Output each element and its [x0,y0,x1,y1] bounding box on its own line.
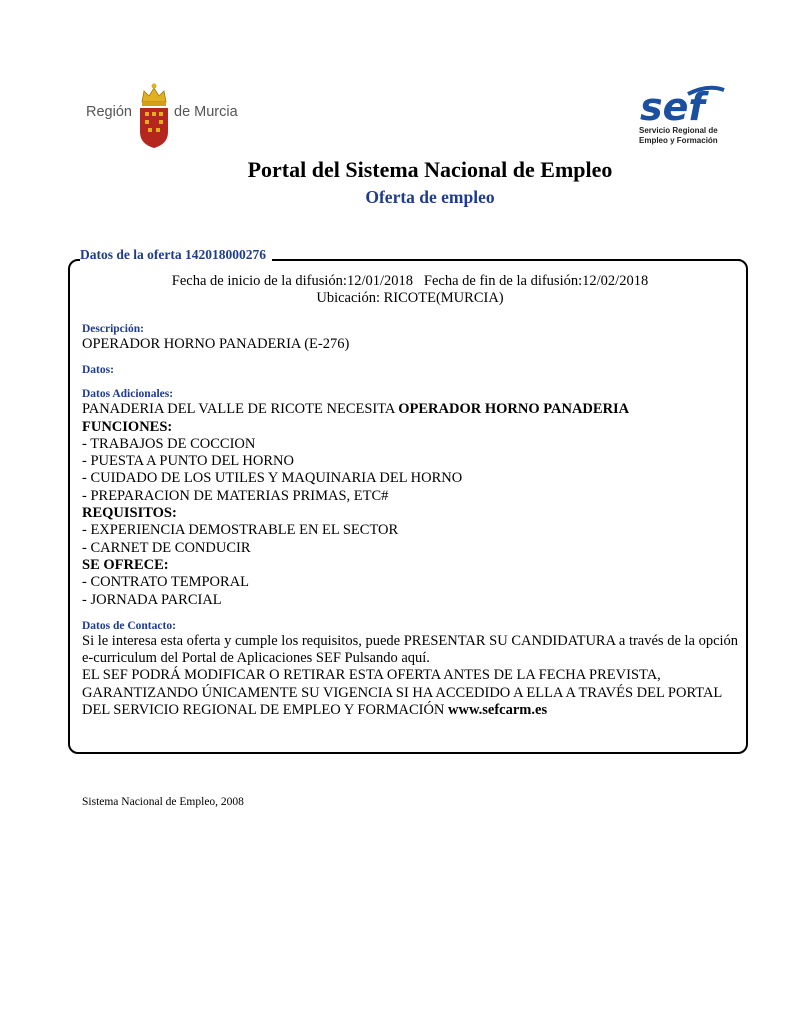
offer-location: Ubicación: RICOTE(MURCIA) [316,290,504,306]
sefcarm-link[interactable]: www.sefcarm.es [448,702,548,719]
sef-caption [639,126,718,146]
funcion-item: - PREPARACION DE MATERIAS PRIMAS, ETC# [82,487,389,504]
page-title: Portal del Sistema Nacional de Empleo [247,157,613,182]
shield-icon [136,82,172,150]
footer-text: Sistema Nacional de Empleo, 2008 [82,796,244,808]
region-murcia-logo [86,82,246,152]
ofrece-item: - CONTRATO TEMPORAL [82,574,250,591]
svg-text:sef: sef [640,85,705,126]
requisito-item: - CARNET DE CONDUCIR [82,539,251,556]
funciones-heading: FUNCIONES: [82,418,173,435]
sef-caption-line2: Empleo y Formación [639,136,718,145]
ofrece-item: - JORNADA PARCIAL [82,591,222,608]
funcion-item: - PUESTA A PUNTO DEL HORNO [82,453,294,470]
ofrece-heading: SE OFRECE: [82,556,169,573]
contacto-label: Datos de Contacto: [82,619,176,632]
legend-divider [300,259,740,261]
datos-adicionales-label: Datos Adicionales: [82,388,174,401]
intro-bold: OPERADOR HORNO PANADERIA [398,401,630,418]
requisito-item: - EXPERIENCIA DEMOSTRABLE EN EL SECTOR [82,522,399,539]
offer-content [82,322,742,719]
logo-word-murcia: de Murcia [174,104,238,120]
sef-logo [636,84,736,150]
intro-text: PANADERIA DEL VALLE DE RICOTE NECESITA [82,401,399,418]
logo-word-region: Región [86,104,132,120]
contacto-text[interactable]: Si le interesa esta oferta y cumple los requisitos, puede PRESENTAR SU CANDIDATURA a través de la opción e-curriculum del Portal de Aplicaciones SEF Pulsando aquí. [82,632,739,667]
intro-line [82,401,742,418]
descripcion-text: OPERADOR HORNO PANADERIA (E-276) [82,336,350,352]
offer-dates [80,273,740,307]
funcion-item: - CUIDADO DE LOS UTILES Y MAQUINARIA DEL HORNO [82,470,463,487]
datos-label: Datos: [82,364,114,377]
requisitos-heading: REQUISITOS: [82,505,177,522]
diffusion-dates: Fecha de inicio de la difusión:12/01/2018 Fecha de fin de la difusión:12/02/2018 [171,273,649,289]
offer-legend: Datos de la oferta 142018000276 [80,247,272,263]
funcion-item: - TRABAJOS DE COCCION [82,435,256,452]
contacto-notice-text: EL SEF PODRÁ MODIFICAR O RETIRAR ESTA OFERTA ANTES DE LA FECHA PREVISTA, GARANTIZANDO ÚNICAMENTE SU VIGENCIA SI HA ACCEDIDO A ELLA A TRAVÉS DEL PORTAL DEL SERVICIO REGIONAL DE EMPLEO Y FORMACIÓN [82,667,722,719]
contacto-notice [82,667,742,719]
page-subtitle: Oferta de empleo [365,187,495,207]
descripcion-label: Descripción: [82,323,144,335]
sef-caption-line1: Servicio Regional de [639,126,718,135]
sef-mark-icon [638,84,728,126]
